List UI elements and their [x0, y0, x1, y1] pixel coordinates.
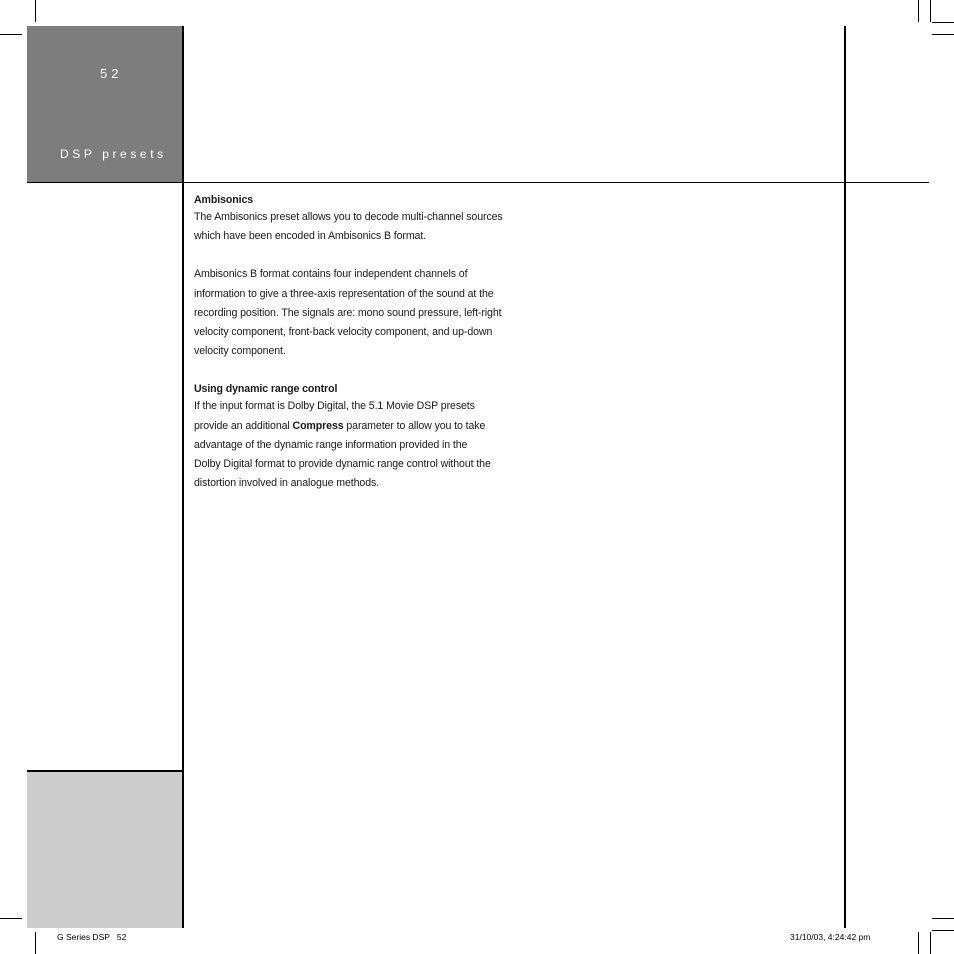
body-text [194, 192, 514, 493]
crop-mark [932, 22, 954, 23]
section-title: DSP presets [60, 147, 167, 161]
sidebar-footer-block [27, 771, 183, 928]
left-column-rule [182, 26, 184, 928]
paragraph-text: parameter to allow you to take advantage of the dynamic range information provided in the Dolby Digital format to provide dynamic range control without the distortion involved in analogue methods. [194, 419, 491, 490]
sidebar-divider-rule [27, 770, 183, 772]
crop-mark [0, 918, 22, 919]
crop-mark [932, 930, 954, 931]
sidebar-header-block [27, 26, 183, 182]
crop-mark [35, 0, 36, 22]
crop-mark [0, 34, 22, 35]
crop-mark [918, 0, 919, 22]
page-number: 52 [100, 66, 123, 81]
header-rule [27, 182, 929, 183]
paragraph: The Ambisonics preset allows you to decode multi-channel sources which have been encoded in Ambisonics B format. [194, 211, 503, 243]
paragraph: Ambisonics B format contains four independent channels of information to give a three-axis representation of the sound at the recording position. The signals are: mono sound pressure, left-right velocity component, front-back velocity component, and up-down velocity component. [194, 268, 502, 358]
heading-ambisonics: Ambisonics [194, 194, 254, 206]
crop-mark [35, 932, 36, 954]
crop-mark [932, 918, 954, 919]
crop-mark [918, 932, 919, 954]
compress-term: Compress [292, 419, 344, 432]
heading-dynamic-range: Using dynamic range control [194, 383, 338, 396]
crop-mark [930, 0, 931, 22]
paragraph-gap [194, 246, 514, 265]
crop-mark [932, 34, 954, 35]
right-column-rule [844, 26, 846, 928]
crop-mark [930, 932, 931, 954]
paragraph-text: If the input format is Dolby Digital, the 5.1 Movie DSP presets provide an additional [194, 400, 475, 432]
paragraph-gap [194, 361, 514, 380]
paragraph [194, 397, 514, 493]
footer-timestamp: 31/10/03, 4:24:42 pm [790, 932, 871, 942]
footer-file-info: G Series DSP 52 [57, 932, 127, 942]
